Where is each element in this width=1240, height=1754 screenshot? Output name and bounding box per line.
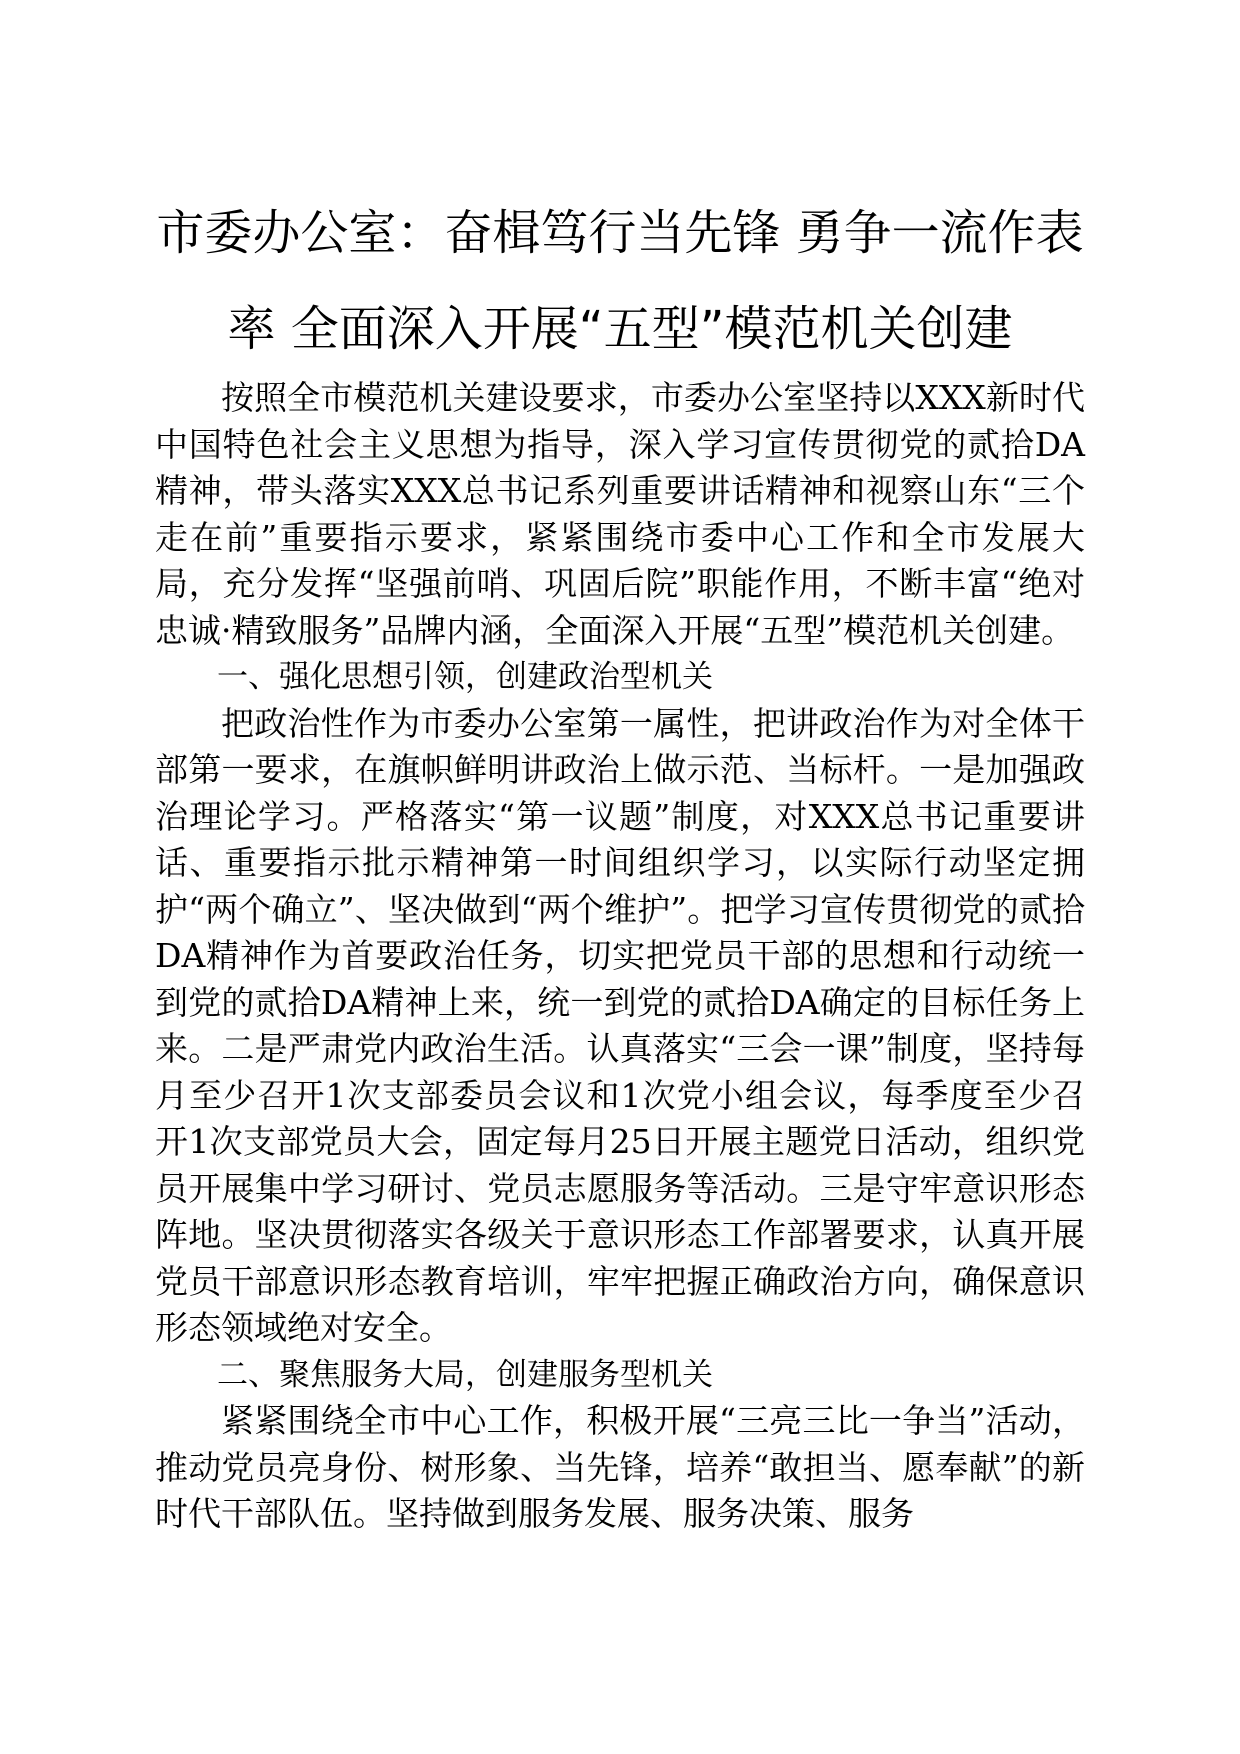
section-2-paragraph: 紧紧围绕全市中心工作，积极开展“三亮三比一争当”活动，推动党员亮身份、树形象、当先锋，培养“敢担当、愿奉献”的新时代干部队伍。坚持做到服务发展、服务决策、服务 [155, 1401, 1085, 1533]
document-title [150, 185, 1090, 377]
intro-paragraph: 按照全市模范机关建设要求，市委办公室坚持以XXX新时代中国特色社会主义思想为指导，深入学习宣传贯彻党的贰拾DA精神，带头落实XXX总书记系列重要讲话精神和视察山东“三个走在前”重要指示要求，紧紧围绕市委中心工作和全市发展大局，充分发挥“坚强前哨、巩固后院”职能作用，不断丰富“绝对忠诚·精致服务”品牌内涵，全面深入开展“五型”模范机关创建。 [155, 378, 1085, 650]
document-body [155, 375, 1085, 1538]
title-line-2: 率 全面深入开展“五型”模范机关创建 [227, 301, 1013, 357]
title-line-1: 市委办公室：奋楫笃行当先锋 勇争一流作表 [156, 205, 1084, 261]
section-1-heading: 一、强化思想引领，创建政治型机关 [217, 659, 713, 695]
section-1-paragraph: 把政治性作为市委办公室第一属性，把讲政治作为对全体干部第一要求，在旗帜鲜明讲政治上做示范、当标杆。一是加强政治理论学习。严格落实“第一议题”制度，对XXX总书记重要讲话、重要指示批示精神第一时间组织学习，以实际行动坚定拥护“两个确立”、坚决做到“两个维护”。把学习宣传贯彻党的贰拾DA精神作为首要政治任务，切实把党员干部的思想和行动统一到党的贰拾DA精神上来，统一到党的贰拾DA确定的目标任务上来。二是严肃党内政治生活。认真落实“三会一课”制度，坚持每月至少召开1次支部委员会议和1次党小组会议，每季度至少召开1次支部党员大会，固定每月25日开展主题党日活动，组织党员开展集中学习研讨、党员志愿服务等活动。三是守牢意识形态阵地。坚决贯彻落实各级关于意识形态工作部署要求，认真开展党员干部意识形态教育培训，牢牢把握正确政治方向，确保意识形态领域绝对安全。 [155, 703, 1085, 1347]
section-2-heading: 二、聚焦服务大局，创建服务型机关 [217, 1356, 713, 1393]
